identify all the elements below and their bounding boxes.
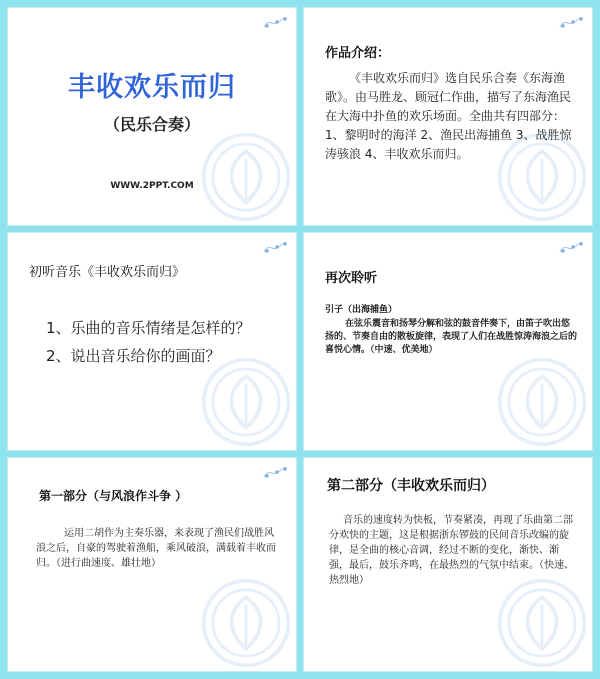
music-notes-icon <box>260 464 290 480</box>
slide-heading: 初听音乐《丰收欢乐而归》 <box>29 265 186 280</box>
slide-body: 音乐的速度转为快板，节奏紧凑，再现了乐曲第二部分欢快的主题，这是根据浙东锣鼓的民间音乐改编的旋律，是全曲的核心音调，经过不断的变化，渐快、渐强，最后，鼓乐齐鸣，在最热烈的气氛中结束。（快速、热烈地） <box>329 515 574 586</box>
slide-3-first-listen[interactable] <box>7 232 297 451</box>
slide-heading: 第一部分（与风浪作斗争 ） <box>39 489 188 503</box>
slide-1-title[interactable] <box>7 7 297 226</box>
website-url: WWW.2PPT.COM <box>110 181 194 191</box>
music-notes-icon <box>556 14 586 30</box>
presentation-title: 丰收欢乐而归 <box>68 72 236 103</box>
music-notes-icon <box>260 239 290 255</box>
slide-2-intro[interactable] <box>303 7 593 226</box>
leaf-emblem-icon <box>200 356 292 448</box>
slide-4-second-listen[interactable] <box>303 232 593 451</box>
slide-6-part-two[interactable] <box>303 457 593 672</box>
leaf-emblem-icon <box>496 577 588 669</box>
slide-heading: 第二部分（丰收欢乐而归） <box>327 478 495 494</box>
slide-heading: 作品介绍： <box>325 46 391 61</box>
leaf-emblem-icon <box>496 356 588 448</box>
slide-5-part-one[interactable] <box>7 457 297 672</box>
slide-body: 在弦乐震音和扬琴分解和弦的鼓音伴奏下，由笛子吹出悠扬的、节奏自由的散板旋律，表现了人们在战胜惊涛海浪之后的喜悦心情。（中速、优美地） <box>325 319 578 355</box>
leaf-emblem-icon <box>200 131 292 223</box>
slide-body: 运用二胡作为主奏乐器，来表现了渔民们战胜风浪之后，自豪的驾驶着渔船，乘风破浪，满载着丰收而归。（进行曲速度、雄壮地） <box>36 528 276 569</box>
question-2: 2、说出音乐给你的画面？ <box>46 347 221 365</box>
leaf-emblem-icon <box>200 577 292 669</box>
presentation-subtitle: （民乐合奏） <box>103 115 200 134</box>
slide-body: 《丰收欢乐而归》选自民乐合奏《东海渔歌》。由马胜龙、顾冠仁作曲，描写了东海渔民在大海中扑鱼的欢乐场面。全曲共有四部分：1、黎明时的海洋 2、渔民出海捕鱼 3、战胜惊涛骇浪 4、丰收欢乐而归。 <box>325 71 572 161</box>
question-1: 1、乐曲的音乐情绪是怎样的？ <box>46 319 251 337</box>
slide-heading: 再次聆听 <box>325 271 378 286</box>
slide-subheading: 引子（出海捕鱼） <box>325 305 398 315</box>
music-notes-icon <box>556 239 586 255</box>
music-notes-icon <box>260 14 290 30</box>
leaf-emblem-icon <box>496 131 588 223</box>
